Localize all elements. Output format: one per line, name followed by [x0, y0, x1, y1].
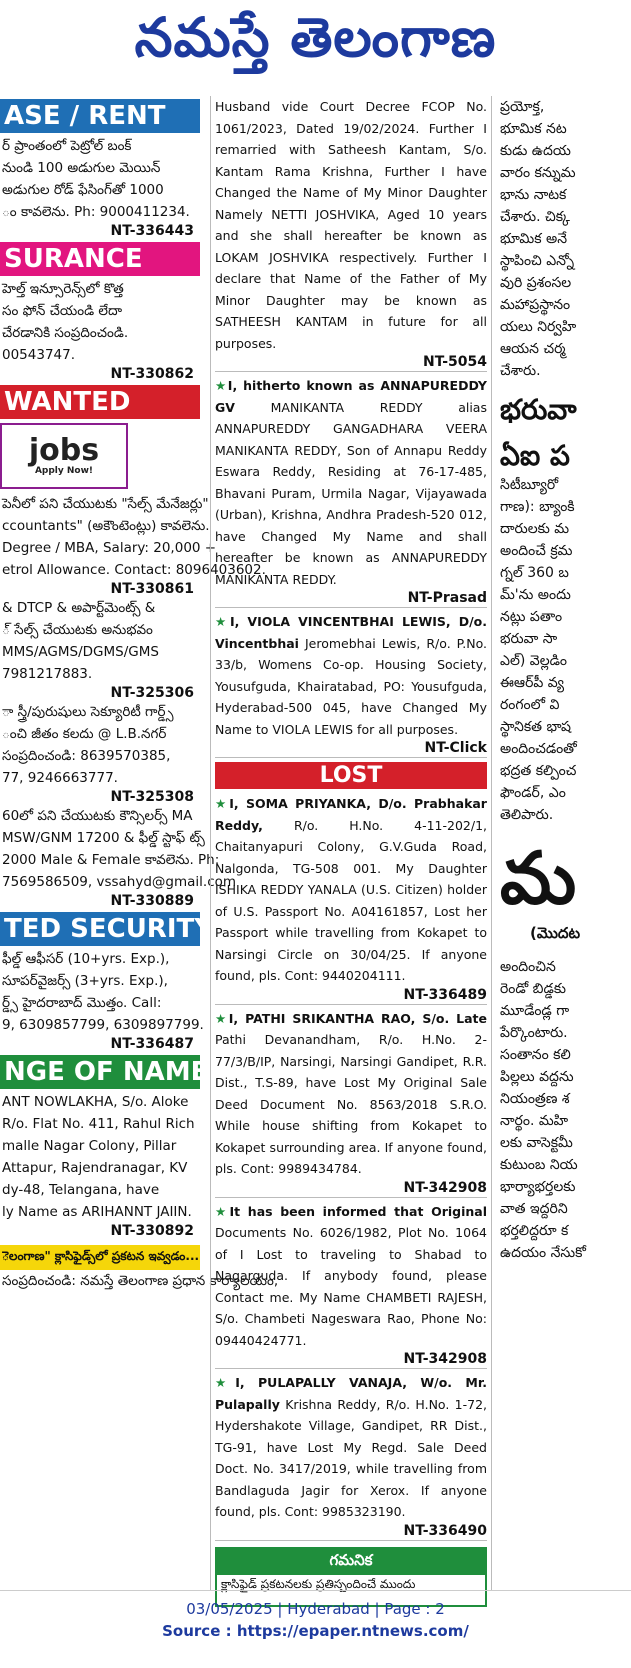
ad-line: ccountants" (అకౌంటెంట్లు) కావలెను.: [2, 518, 210, 534]
notice-code: NT-342908: [215, 1351, 487, 1369]
ad-line: సంప్రదించండి: 8639570385,: [2, 748, 171, 764]
ad-line: ర్ ప్రాంతంలో పెట్రోల్ బంక్: [2, 138, 132, 154]
notice-code: NT-Prasad: [215, 590, 487, 608]
public-notice: [215, 1008, 487, 1180]
news-line: నట్లు పతాం: [500, 609, 563, 625]
notice-body: R/o. H.No. 4-11-202/1, Chaitanyapuri Colony, G.V.Guda Road, Nalgonda, TG-508 001. My Daughter ISHIKA REDDY YANALA (U.S. Citizen) holder of U.S. Passport No. A04161857, Lost her Passport while travelling from Kokapet to Narsingi Circle on 30/04/25. If anyone found, pls. Cont: 9440204111.: [215, 817, 487, 983]
section-header: SURANCE: [0, 242, 200, 276]
ad-line: ANT NOWLAKHA, S/o. Aloke: [2, 1094, 189, 1110]
jobs-logo-mark: jobs: [28, 433, 100, 468]
classified-ad: [0, 805, 237, 893]
ad-line: ా స్త్రీ/పురుషులు సెక్యూరిటీ గార్డ్స్: [2, 704, 174, 720]
notice-lead: It has been informed that Original: [229, 1203, 487, 1219]
ad-code: NT-336443: [110, 223, 194, 239]
news-paragraph-1: [500, 96, 631, 382]
classified-ad: [0, 135, 200, 223]
ad-line: Degree / MBA, Salary: 20,000 +: [2, 540, 217, 556]
news-line: భూమిక నట: [500, 121, 567, 137]
jobs-logo: [0, 423, 128, 489]
news-line: కుడు ఉదయ: [500, 143, 571, 159]
notice-body: Pathi Devanandham, R/o. H.No. 2-77/3/B/IP, Narsingi, Narsingi Gandipet, R.R. Dist., T.S-89, have Lost My Original Sale Deed Document No. 8563/2018 S.R.O. While house shifting from Kokapet to Kokapet surrounding area. If anyone found, pls. Cont: 9989434784.: [215, 1032, 487, 1176]
ad-line: 60లో పని చేయుటకు కౌన్సిలర్స్ MA: [2, 808, 193, 824]
news-line: యలు నిర్వహి: [500, 319, 577, 335]
classified-ad: [0, 701, 200, 789]
news-line: ఎల్) వెల్లడిం: [500, 653, 567, 669]
notice-code: NT-342908: [215, 1180, 487, 1198]
news-line: మహాప్రస్థానం: [500, 297, 571, 313]
news-line: ప్రయోక్త,: [500, 99, 545, 115]
jobs-logo-tagline: Apply Now!: [34, 466, 94, 476]
section-header: TED SECURITY: [0, 912, 200, 946]
star-icon: ★: [215, 1375, 236, 1390]
news-line: వారం కన్నుమ: [500, 165, 576, 181]
news-line: దారులకు మ: [500, 521, 570, 537]
ad-line: ్ సేల్స్ చేయుటకు అనుభవం: [2, 622, 153, 638]
notice-body: Jeromebhai Lewis, R/o. P.No. 33/b, Womens Co-op. Housing Society, Yousufguda, Khairatabad, PO: Yousufguda, Hyderabad-500 045, have Changed My Name to VIOLA LEWIS for all purposes.: [215, 635, 487, 737]
public-notice: [215, 611, 487, 740]
news-line: కుటుంబ నియ: [500, 1157, 578, 1173]
news-line: మ్'ను అందు: [500, 587, 571, 603]
ad-line: Attapur, Rajendranagar, KV: [2, 1160, 188, 1176]
news-line: గాణ): బ్యాంకి: [500, 499, 575, 515]
ad-line: సంప్రదించండి: నమస్తే తెలంగాణ ప్రధాన కార్యాలయం,: [2, 1273, 279, 1289]
ad-line: ంచి జీతం కలదు @ L.B.నగర్: [2, 726, 167, 742]
ad-code: NT-330889: [110, 893, 194, 909]
ad-line: 77, 9246663777.: [2, 770, 118, 786]
ad-line: 9, 6309857799, 6309897799.: [2, 1017, 204, 1033]
ad-line: ం కావలెను. Ph: 9000411234.: [2, 204, 190, 220]
notice-body: Husband vide Court Decree FCOP No. 1061/2023, Dated 19/02/2024. Further I remarried with Satheesh Kantam, S/o. Kantam Rama Krishna, Further I have Changed the Name of My Minor Daughter Namely NETTI JOSHVIKA, Aged 10 years and she shall hereafter be known as LOKAM JOSHVIKA respectively. Further I declare that Name of the Father of My Minor Daughter may be known as SATHEESH KANTAM in future for all purposes.: [215, 99, 487, 351]
ad-line: malle Nagar Colony, Pillar: [2, 1138, 177, 1154]
news-headline-2: ఏఐ ప: [500, 439, 570, 472]
classified-ad: [0, 1270, 279, 1292]
news-line: సిటీబ్యూరో: [500, 477, 559, 493]
news-line: భద్రత కల్పించ: [500, 763, 577, 779]
news-paragraph-2: [500, 474, 631, 826]
news-line: భార్యాభర్తలకు: [500, 1179, 576, 1195]
star-icon: ★: [215, 1203, 230, 1219]
notice-lead: I, VIOLA VINCENTBHAI LEWIS, D/o. Vincentbhai: [215, 614, 487, 651]
public-notice: [215, 1372, 487, 1523]
notice-body: MANIKANTA REDDY alias ANNAPUREDDY GANGADHARA VEERA MANIKANTA REDDY, Son of Annapu Reddy Eswara Reddy, Residing at 76-17-485, Bhavani Puram, Urmila Nagar, Vijayawada (Urban), Krishna, Andhra Pradesh-520 012, have Changed My Name and shall hereafter be known as ANNAPUREDDY MANIKANTA REDDY.: [215, 399, 487, 587]
news-line: భూమిక అనే: [500, 231, 568, 247]
footer-date-city-page: 03/05/2025 | Hyderabad | Page : 2: [186, 1600, 445, 1618]
ad-code: NT-325308: [110, 789, 194, 805]
ad-line: 7981217883.: [2, 666, 93, 682]
ad-code: NT-330862: [110, 366, 194, 382]
news-headline-1: భరువా: [500, 393, 577, 426]
news-column-right: [500, 96, 631, 1591]
ad-line: చేరడానికి సంప్రదించండి.: [2, 325, 129, 341]
news-line: చేశారు. చిక్క: [500, 209, 570, 225]
section-header: NGE OF NAME: [0, 1055, 200, 1089]
notice-body: Documents No. 6026/1982, Plot No. 1064 of I Lost to traveling to Shabad to Nagarguda. If anybody found, please Contact me. My Name CHAMBETI RAJESH, S/o. Chambeti Nageswara Rao, Phone No: 09440424771.: [215, 1225, 487, 1348]
notice-body: Krishna Reddy, R/o. H.No. 1-72, Hydershakote Village, Gandipet, RR Dist., TG-91, have Lost My Regd. Sale Deed Doct. No. 3417/2019, while travelling from Bandlaguda Jagir for Xerox. If anyone found, pls. Cont: 9985323190.: [215, 1396, 487, 1519]
ad-line: అడుగుల రోడ్ ఫేసింగ్‌తో 1000: [2, 182, 164, 198]
classified-ad: [0, 278, 200, 366]
ad-line: MSW/GNM 17200 & ఫీల్డ్ స్టాఫ్ ట్స్: [2, 830, 205, 846]
ad-line: హెల్త్ ఇన్సూరెన్స్‌లో కొత్త: [2, 281, 124, 297]
notice-lead: I, SOMA PRIYANKA, D/o. Prabhakar Reddy,: [215, 796, 487, 833]
ad-line: పెనీలో పని చేయుటకు "సేల్స్ మేనేజర్లు": [2, 496, 209, 512]
masthead-title: నమస్తే తెలంగాణ: [134, 5, 497, 69]
news-line: ఈఆర్‌పీ వ్య: [500, 675, 565, 691]
news-line: అందించే క్రమ: [500, 543, 573, 559]
notice-code: NT-336489: [215, 987, 487, 1005]
news-line: అందించడంతో: [500, 741, 577, 757]
classifieds-column-left: [0, 96, 279, 1591]
news-line: భరువా సా: [500, 631, 558, 647]
ad-line: సూపర్‌వైజర్స్ (3+yrs. Exp.),: [2, 973, 168, 989]
notice-code: NT-5054: [215, 354, 487, 372]
news-line: లకు వాసెక్టమీ: [500, 1135, 573, 1151]
footer-rule: [0, 1590, 631, 1591]
ad-line: 7569586509, vssahyd@gmail.com: [2, 874, 237, 890]
news-line: స్థాపించి ఎన్నో: [500, 253, 575, 269]
news-line: నియంత్రణ శ: [500, 1091, 570, 1107]
ad-line: R/o. Flat No. 411, Rahul Rich: [2, 1116, 195, 1132]
ad-line: etrol Allowance. Contact: 8096403602.: [2, 562, 266, 578]
notice-box-text: క్లాసిఫైడ్ ప్రకటనలకు ప్రతిస్పందించే ముందు: [221, 1576, 416, 1591]
news-line: వురి ప్రశంసల: [500, 275, 572, 291]
ad-line: 00543747.: [2, 347, 76, 363]
news-line: తెలిపారు.: [500, 807, 554, 823]
news-line: భాను నాటక: [500, 187, 567, 203]
star-icon: ★: [215, 378, 228, 393]
classified-ad: [0, 597, 200, 685]
news-line: స్థానికత భాష: [500, 719, 572, 735]
ad-code: NT-330892: [110, 1223, 194, 1239]
footer-source-link[interactable]: Source : https://epaper.ntnews.com/: [162, 1622, 469, 1640]
page-footer: [0, 1598, 631, 1658]
section-header: ASE / RENT: [0, 99, 200, 133]
news-line: గ్నల్ 360 బ: [500, 565, 569, 581]
lost-section-header: LOST: [215, 762, 487, 789]
news-line: అందించిన: [500, 959, 556, 975]
ad-code: NT-336487: [110, 1036, 194, 1052]
news-line: నార్థం. మహి: [500, 1113, 569, 1129]
news-line: భర్తలిద్దరూ క: [500, 1223, 569, 1239]
news-line: ఫౌండర్, ఎం: [500, 785, 566, 801]
public-notice: [215, 1201, 487, 1352]
ad-line: ly Name as ARIHANNT JAIIN.: [2, 1204, 192, 1220]
ad-line: సం ఫోన్ చేయండి లేదా: [2, 303, 122, 319]
news-line: పేర్కొంటారు.: [500, 1025, 568, 1041]
news-paragraph-3: [500, 956, 631, 1264]
ad-code: NT-330861: [110, 581, 194, 597]
ad-line: ర్డ్స్ హైదరాబాద్ మొత్తం. Call:: [2, 995, 162, 1011]
notice-box-title: గమనిక: [217, 1549, 485, 1575]
classified-ad: [0, 1091, 200, 1223]
public-notice: [215, 793, 487, 987]
star-icon: ★: [215, 1010, 229, 1026]
news-line: రెండో బిడ్డకు: [500, 981, 566, 997]
news-line: వాత ఇద్దరిని: [500, 1201, 568, 1217]
notice-lead: I, PULAPALLY VANAJA, W/o. Mr. Pulapally: [215, 1375, 487, 1412]
public-notice: [215, 375, 487, 590]
star-icon: ★: [215, 614, 230, 629]
classifieds-column-center: [210, 96, 492, 1591]
news-line: చేశారు.: [500, 363, 541, 379]
ad-line: & DTCP & అపార్ట్‌మెంట్స్ &: [2, 600, 156, 616]
news-subheading: (మొదట: [530, 924, 581, 942]
news-line: రంగంలో వి: [500, 697, 560, 713]
ad-line: ఫీల్డ్ ఆఫీసర్ (10+yrs. Exp.),: [2, 951, 170, 967]
masthead: [0, 0, 631, 88]
news-line: మూడేండ్ల గా: [500, 1003, 570, 1019]
news-line: ఉదయం నేసుకో: [500, 1245, 586, 1261]
ad-line: నుండి 100 అడుగుల మెయిన్: [2, 160, 161, 176]
ad-line: dy-48, Telangana, have: [2, 1182, 160, 1198]
classified-ad: [0, 948, 204, 1036]
news-line: సంతానం కలి: [500, 1047, 571, 1063]
promo-banner: ెలంగాణ" క్లాసిఫైడ్స్‌లో ప్రకటన ఇవ్వడం...: [0, 1245, 200, 1270]
public-notice: [215, 96, 487, 354]
notice-code: NT-336490: [215, 1523, 487, 1541]
ad-code: NT-325306: [110, 685, 194, 701]
notice-lead: I, PATHI SRIKANTHA RAO, S/o. Late: [228, 1010, 487, 1026]
ad-line: MMS/AGMS/DGMS/GMS: [2, 644, 159, 660]
notice-code: NT-Click: [215, 740, 487, 758]
notice-lead: I, hitherto known as ANNAPUREDDY GV: [215, 378, 487, 415]
news-big-headline: మ: [500, 836, 577, 920]
classified-ad: [0, 493, 266, 581]
news-line: పిల్లలు వద్దను: [500, 1069, 574, 1085]
news-line: ఆయన చర్మ: [500, 341, 566, 357]
section-header: WANTED: [0, 385, 200, 419]
ad-line: 2000 Male & Female కావలెను. Ph:: [2, 852, 220, 868]
star-icon: ★: [215, 796, 230, 811]
